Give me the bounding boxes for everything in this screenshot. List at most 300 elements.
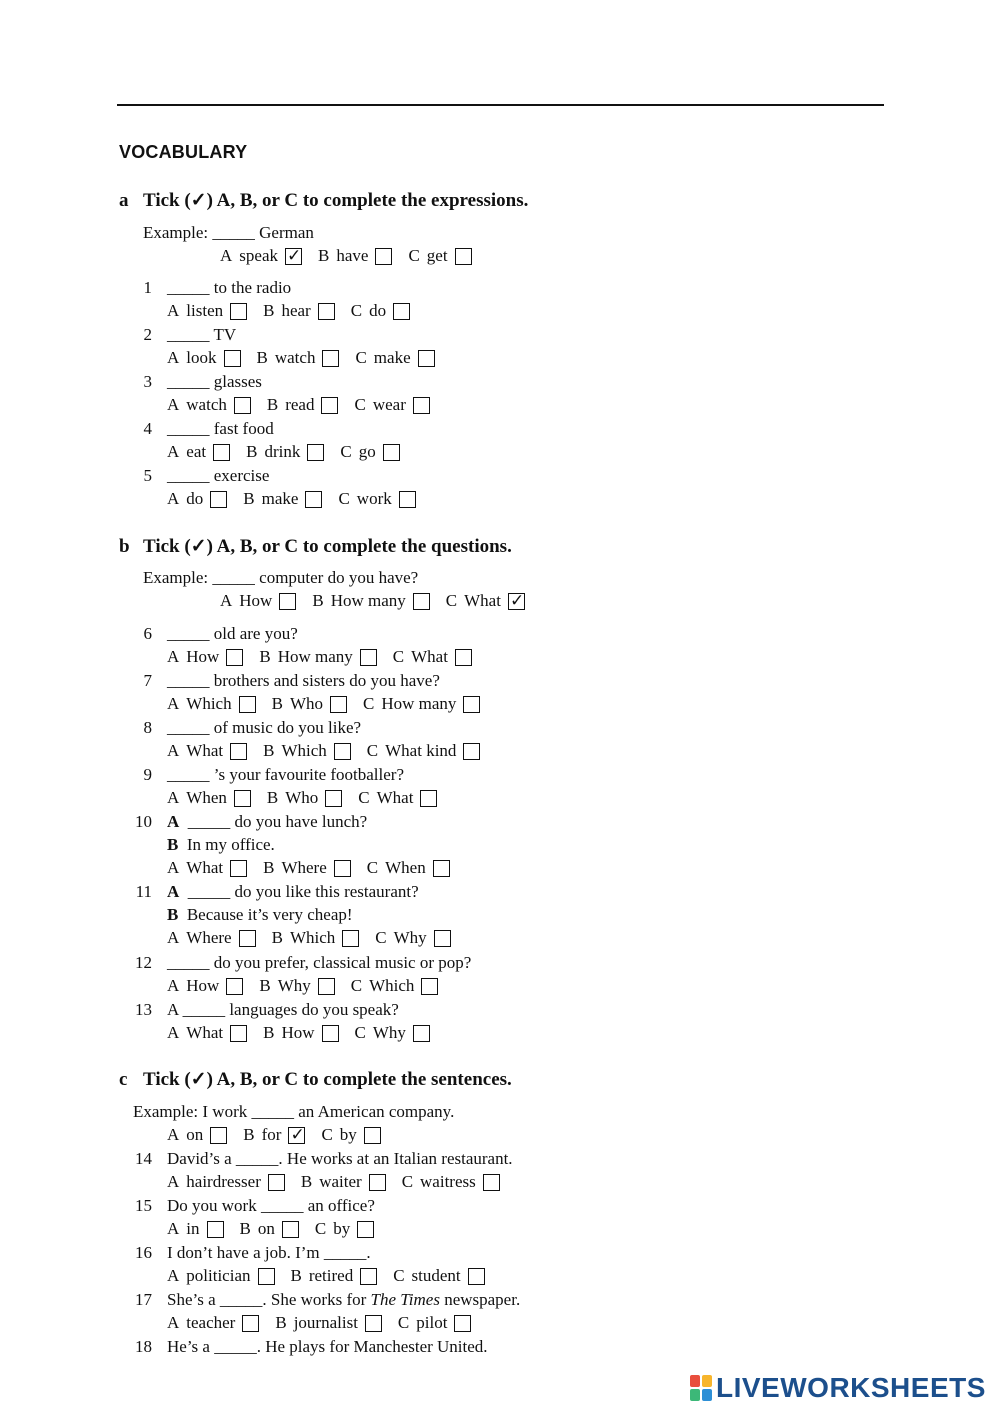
question-number: 3 <box>143 372 152 391</box>
option-letter: C <box>354 1023 366 1042</box>
option-label: What <box>186 741 224 760</box>
option-letter: C <box>445 591 458 610</box>
checkbox[interactable] <box>226 978 243 995</box>
option-label: listen <box>186 301 224 320</box>
option-letter: A <box>167 694 180 713</box>
question-options <box>167 646 488 668</box>
option-letter: C <box>358 788 370 807</box>
checkbox[interactable] <box>234 397 251 414</box>
option-letter: B <box>271 928 283 947</box>
checkbox[interactable] <box>463 696 480 713</box>
answer-option <box>240 1218 299 1240</box>
question-stem: _____ do you prefer, classical music or pop? <box>167 953 472 972</box>
checkbox[interactable] <box>357 1221 374 1238</box>
option-letter: B <box>266 395 279 414</box>
answer-option <box>167 1124 227 1146</box>
answer-option <box>351 975 439 997</box>
question-options <box>167 1171 516 1193</box>
option-letter: A <box>167 489 180 508</box>
option-letter: B <box>312 591 324 610</box>
checkbox[interactable] <box>418 350 435 367</box>
checkbox[interactable] <box>258 1268 275 1285</box>
option-label: watch <box>186 395 227 414</box>
answer-option <box>355 1022 430 1044</box>
question-options <box>167 1312 487 1334</box>
option-label: hairdresser <box>186 1172 261 1191</box>
question-options <box>167 394 446 416</box>
question-number: 11 <box>135 882 152 901</box>
option-letter: C <box>350 976 363 995</box>
example-c-options <box>167 1124 397 1146</box>
option-letter: A <box>167 1125 180 1144</box>
option-letter: C <box>314 1219 327 1238</box>
question-options <box>167 488 432 510</box>
answer-option <box>367 740 481 762</box>
checkbox[interactable] <box>369 1174 386 1191</box>
checkbox[interactable] <box>210 1127 227 1144</box>
question-number: 18 <box>135 1337 152 1356</box>
option-label: waitress <box>420 1172 476 1191</box>
checkbox[interactable] <box>421 978 438 995</box>
answer-option <box>402 1171 500 1193</box>
option-c <box>408 245 471 267</box>
option-label: wear <box>372 395 406 414</box>
checkbox-checked[interactable] <box>508 593 525 610</box>
option-label: by <box>333 1219 351 1238</box>
option-letter: C <box>354 395 366 414</box>
option-label: How many <box>277 647 353 666</box>
option-label: read <box>285 395 315 414</box>
option-letter: A <box>167 395 180 414</box>
option-label: How many <box>381 694 457 713</box>
answer-option <box>167 1171 285 1193</box>
answer-option <box>167 488 227 510</box>
liveworksheets-logo: LIVEWORKSHEETS <box>690 1372 986 1404</box>
checkbox[interactable] <box>239 930 256 947</box>
option-label: eat <box>186 442 207 461</box>
answer-option <box>312 590 429 612</box>
question-number: 9 <box>143 765 152 784</box>
dialogue-line-a: A _____ do you have lunch? <box>167 812 368 831</box>
checkbox[interactable] <box>413 1025 430 1042</box>
option-letter: B <box>256 348 268 367</box>
option-label: do <box>186 489 204 508</box>
example-b-stem: Example: _____ computer do you have? <box>143 568 419 587</box>
checkbox[interactable] <box>334 860 351 877</box>
answer-option <box>358 787 437 809</box>
answer-option <box>259 646 376 668</box>
checkbox[interactable] <box>393 303 410 320</box>
checkbox-checked[interactable] <box>285 248 302 265</box>
checkbox[interactable] <box>318 978 335 995</box>
option-label: What kind <box>385 741 457 760</box>
checkbox[interactable] <box>230 1025 247 1042</box>
checkbox[interactable] <box>268 1174 285 1191</box>
example-c-stem: Example: I work _____ an American company. <box>133 1102 455 1121</box>
answer-option <box>167 787 251 809</box>
option-a <box>220 245 302 267</box>
option-letter: A <box>167 741 180 760</box>
question-options <box>167 347 451 369</box>
option-letter: C <box>340 442 352 461</box>
checkbox[interactable] <box>375 248 392 265</box>
question-options <box>167 787 453 809</box>
answer-option <box>259 975 334 997</box>
checkbox[interactable] <box>433 860 450 877</box>
question-stem: Do you work _____ an office? <box>167 1196 375 1215</box>
option-label: get <box>426 246 448 265</box>
answer-option <box>446 590 525 612</box>
checkbox[interactable] <box>330 696 347 713</box>
checkbox[interactable] <box>279 593 296 610</box>
question-stem: He’s a _____. He plays for Manchester United. <box>167 1337 488 1356</box>
option-letter: A <box>167 647 180 666</box>
option-label: journalist <box>293 1313 358 1332</box>
question-options <box>167 441 416 463</box>
example-b-options <box>220 590 541 612</box>
answer-option <box>243 488 322 510</box>
section-c-title: c Tick (✓) A, B, or C to complete the sentences. <box>119 1069 512 1090</box>
answer-option <box>301 1171 386 1193</box>
checkbox[interactable] <box>434 930 451 947</box>
question-number: 12 <box>135 953 152 972</box>
option-letter: A <box>167 928 180 947</box>
option-label: do <box>369 301 387 320</box>
question-options <box>167 1218 390 1240</box>
answer-option <box>263 300 335 322</box>
answer-option <box>167 693 256 715</box>
answer-option <box>393 1265 484 1287</box>
option-letter: C <box>366 741 379 760</box>
checkbox[interactable] <box>318 303 335 320</box>
answer-option <box>321 1124 380 1146</box>
dialogue-line-a: A _____ do you like this restaurant? <box>167 882 419 901</box>
answer-option <box>275 1312 382 1334</box>
question-options <box>167 740 496 762</box>
answer-option <box>351 300 410 322</box>
checkbox[interactable] <box>226 649 243 666</box>
answer-option <box>398 1312 472 1334</box>
option-letter: A <box>167 788 180 807</box>
option-label: in <box>186 1219 200 1238</box>
question-options <box>167 975 454 997</box>
option-label: have <box>336 246 369 265</box>
question-stem: _____ ’s your favourite footballer? <box>167 765 404 784</box>
answer-option <box>167 441 230 463</box>
answer-option <box>355 347 434 369</box>
question-number: 10 <box>135 812 152 831</box>
option-label: What <box>186 858 224 877</box>
option-letter: B <box>259 976 271 995</box>
option-label: Where <box>186 928 232 947</box>
page-title: VOCABULARY <box>119 142 248 162</box>
question-stem: _____ brothers and sisters do you have? <box>167 671 440 690</box>
checkbox[interactable] <box>210 491 227 508</box>
question-stem: She’s a _____. She works for The Times newspaper. <box>167 1290 521 1309</box>
question-options <box>167 693 496 715</box>
option-letter: A <box>167 1219 180 1238</box>
option-label: work <box>356 489 392 508</box>
option-letter: A <box>220 246 233 265</box>
option-letter: C <box>366 858 379 877</box>
answer-option <box>291 1265 378 1287</box>
answer-option <box>257 347 340 369</box>
option-letter: A <box>167 1172 180 1191</box>
question-stem: _____ TV <box>167 325 237 344</box>
option-label: Who <box>289 694 323 713</box>
answer-option <box>167 1022 247 1044</box>
answer-option <box>315 1218 374 1240</box>
option-label: go <box>358 442 376 461</box>
option-letter: B <box>290 1266 302 1285</box>
option-letter: B <box>318 246 330 265</box>
section-a-title: a Tick (✓) A, B, or C to complete the expressions. <box>119 190 529 211</box>
option-label: on <box>257 1219 275 1238</box>
checkbox[interactable] <box>360 1268 377 1285</box>
answer-option <box>167 300 247 322</box>
option-letter: A <box>167 348 180 367</box>
question-number: 2 <box>143 325 152 344</box>
option-label: watch <box>274 348 316 367</box>
checkbox[interactable] <box>454 1315 471 1332</box>
option-label: student <box>411 1266 461 1285</box>
dialogue-line-b: B Because it’s very cheap! <box>167 905 353 924</box>
option-letter: A <box>167 442 180 461</box>
option-label: Where <box>281 858 327 877</box>
question-stem: _____ glasses <box>167 372 262 391</box>
question-options <box>167 1265 501 1287</box>
option-letter: C <box>401 1172 414 1191</box>
option-label: drink <box>264 442 301 461</box>
question-stem: _____ fast food <box>167 419 274 438</box>
option-label: pilot <box>416 1313 448 1332</box>
checkbox[interactable] <box>325 790 342 807</box>
option-letter: A <box>167 976 180 995</box>
option-letter: C <box>350 301 363 320</box>
checkbox-checked[interactable] <box>288 1127 305 1144</box>
option-letter: B <box>263 1023 275 1042</box>
checkbox[interactable] <box>468 1268 485 1285</box>
question-number: 5 <box>143 466 152 485</box>
answer-option <box>167 1218 224 1240</box>
option-letter: B <box>263 741 275 760</box>
option-label: When <box>186 788 227 807</box>
top-rule <box>117 104 884 106</box>
answer-option <box>367 857 450 879</box>
answer-option <box>167 927 256 949</box>
checkbox[interactable] <box>463 743 480 760</box>
option-letter: A <box>167 1266 180 1285</box>
answer-option <box>167 1312 259 1334</box>
answer-option <box>272 927 360 949</box>
question-stem: _____ of music do you like? <box>167 718 362 737</box>
option-label: How many <box>330 591 406 610</box>
checkbox[interactable] <box>207 1221 224 1238</box>
answer-option <box>267 394 339 416</box>
option-letter: B <box>243 1125 255 1144</box>
answer-option <box>243 1124 305 1146</box>
answer-option <box>263 1022 338 1044</box>
checkbox[interactable] <box>224 350 241 367</box>
answer-option <box>167 646 243 668</box>
answer-option <box>393 646 472 668</box>
option-label: Why <box>372 1023 406 1042</box>
option-letter: C <box>338 489 350 508</box>
option-label: What <box>411 647 448 666</box>
checkbox[interactable] <box>230 743 247 760</box>
question-number: 17 <box>135 1290 152 1309</box>
question-options <box>167 927 467 949</box>
section-b-title: b Tick (✓) A, B, or C to complete the questions. <box>119 536 512 557</box>
question-number: 7 <box>143 671 152 690</box>
question-stem: _____ to the radio <box>167 278 292 297</box>
option-label: Which <box>369 976 415 995</box>
option-letter: C <box>355 348 367 367</box>
checkbox[interactable] <box>242 1315 259 1332</box>
checkbox[interactable] <box>455 649 472 666</box>
option-label: on <box>186 1125 204 1144</box>
option-label: by <box>339 1125 357 1144</box>
dialogue-line-b: B In my office. <box>167 835 275 854</box>
checkbox[interactable] <box>321 397 338 414</box>
answer-option <box>167 1265 275 1287</box>
question-number: 15 <box>135 1196 152 1215</box>
option-label: speak <box>239 246 278 265</box>
answer-option <box>272 693 347 715</box>
option-label: look <box>186 348 217 367</box>
option-label: make <box>261 489 299 508</box>
option-label: teacher <box>186 1313 236 1332</box>
option-label: What <box>186 1023 224 1042</box>
checkbox[interactable] <box>413 593 430 610</box>
option-label: make <box>373 348 411 367</box>
option-letter: A <box>167 301 180 320</box>
answer-option <box>363 693 480 715</box>
question-number: 6 <box>143 624 152 643</box>
option-label: hear <box>281 301 311 320</box>
example-a-stem: Example: _____ German <box>143 223 314 242</box>
question-stem: David’s a _____. He works at an Italian restaurant. <box>167 1149 513 1168</box>
option-label: Who <box>285 788 319 807</box>
question-number: 1 <box>143 278 152 297</box>
option-label: Which <box>281 741 327 760</box>
checkbox[interactable] <box>230 860 247 877</box>
checkbox[interactable] <box>282 1221 299 1238</box>
checkbox[interactable] <box>364 1127 381 1144</box>
checkbox[interactable] <box>383 444 400 461</box>
question-number: 14 <box>135 1149 152 1168</box>
logo-icon <box>690 1375 712 1401</box>
checkbox[interactable] <box>322 350 339 367</box>
question-options <box>167 857 466 879</box>
option-letter: C <box>321 1125 333 1144</box>
answer-option <box>267 787 342 809</box>
question-stem: I don’t have a job. I’m _____. <box>167 1243 371 1262</box>
option-b <box>318 245 392 267</box>
checkbox[interactable] <box>420 790 437 807</box>
answer-option <box>375 927 450 949</box>
answer-option <box>167 394 251 416</box>
option-label: Why <box>277 976 311 995</box>
answer-option <box>340 441 399 463</box>
answer-option <box>167 857 247 879</box>
option-letter: A <box>167 858 180 877</box>
option-label: How <box>186 647 220 666</box>
answer-option <box>263 740 351 762</box>
checkbox[interactable] <box>307 444 324 461</box>
option-label: politician <box>186 1266 251 1285</box>
answer-option <box>167 740 247 762</box>
checkbox[interactable] <box>360 649 377 666</box>
question-stem: _____ old are you? <box>167 624 298 643</box>
checkbox[interactable] <box>234 790 251 807</box>
answer-option <box>338 488 415 510</box>
question-stem: _____ exercise <box>167 466 270 485</box>
checkbox[interactable] <box>230 303 247 320</box>
option-letter: B <box>239 1219 251 1238</box>
answer-option <box>263 857 351 879</box>
checkbox[interactable] <box>305 491 322 508</box>
option-letter: B <box>300 1172 313 1191</box>
checkbox[interactable] <box>239 696 256 713</box>
question-number: 13 <box>135 1000 152 1019</box>
checkbox[interactable] <box>455 248 472 265</box>
answer-option <box>167 347 241 369</box>
option-letter: B <box>266 788 279 807</box>
answer-option <box>246 441 324 463</box>
option-label: How <box>281 1023 315 1042</box>
option-letter: B <box>259 647 271 666</box>
option-label: Which <box>289 928 336 947</box>
option-letter: C <box>392 647 405 666</box>
checkbox[interactable] <box>342 930 359 947</box>
option-label: What <box>376 788 414 807</box>
option-label: What <box>464 591 501 610</box>
answer-option <box>220 590 296 612</box>
checkbox[interactable] <box>483 1174 500 1191</box>
question-options <box>167 300 426 322</box>
checkbox[interactable] <box>413 397 430 414</box>
option-letter: C <box>363 694 375 713</box>
checkbox[interactable] <box>399 491 416 508</box>
option-letter: A <box>167 1313 180 1332</box>
option-label: Which <box>186 694 232 713</box>
option-label: How <box>239 591 273 610</box>
option-label: When <box>385 858 426 877</box>
checkbox[interactable] <box>365 1315 382 1332</box>
option-letter: B <box>243 489 255 508</box>
checkbox[interactable] <box>213 444 230 461</box>
question-number: 16 <box>135 1243 152 1262</box>
answer-option <box>167 975 243 997</box>
question-stem: A _____ languages do you speak? <box>167 1000 399 1019</box>
checkbox[interactable] <box>322 1025 339 1042</box>
option-letter: C <box>393 1266 405 1285</box>
question-number: 4 <box>143 419 152 438</box>
option-label: retired <box>308 1266 354 1285</box>
option-label: Why <box>393 928 427 947</box>
option-letter: C <box>397 1313 410 1332</box>
option-label: How <box>186 976 220 995</box>
option-letter: B <box>246 442 258 461</box>
option-letter: B <box>275 1313 287 1332</box>
option-letter: B <box>263 858 275 877</box>
question-number: 8 <box>143 718 152 737</box>
checkbox[interactable] <box>334 743 351 760</box>
option-letter: B <box>271 694 283 713</box>
option-letter: A <box>220 591 233 610</box>
option-letter: A <box>167 1023 180 1042</box>
